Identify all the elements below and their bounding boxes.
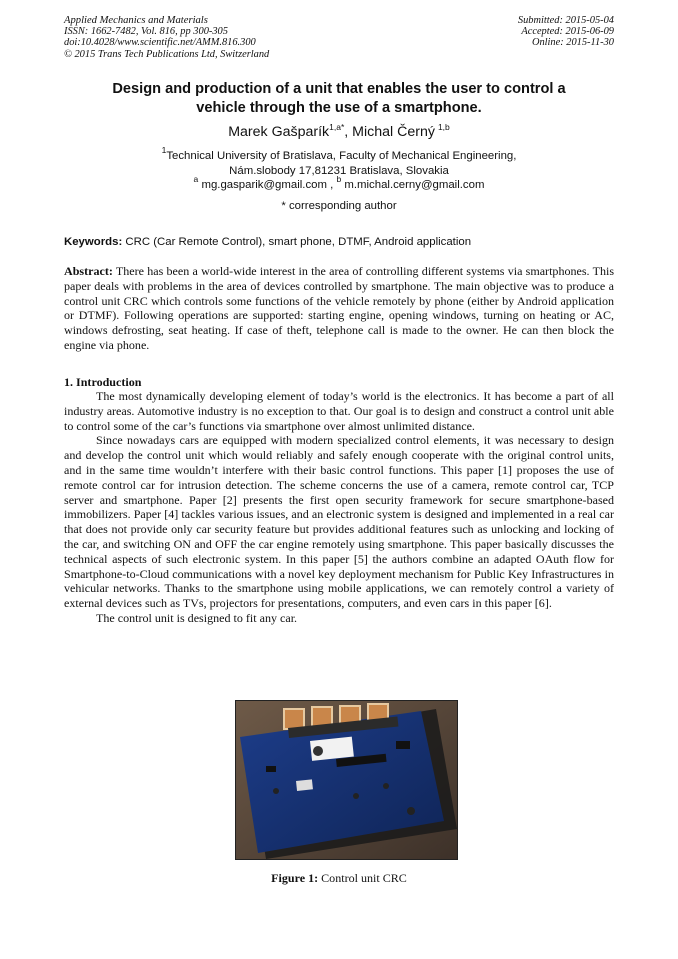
figure-1-caption <box>64 871 614 886</box>
accepted-date: Accepted: 2015-06-09 <box>521 26 614 38</box>
online-date: Online: 2015-11-30 <box>531 37 614 49</box>
intro-paragraph-2: Since nowadays cars are equipped with modern specialized control elements, it was necessary to design and develop the control unit which would reliably and safely enough cooperate with the original control units, and in the same time wouldn’t interfere with their basic control functions. This paper [1] proposes the use of remote control car for intrusion detection. The scheme concerns the use of a camera, remote control car, TCP server and smartphone. Paper [2] presents the first open security framework for secure smartphone-based immobilizers. Paper [4] tackles various issues, and an electronic system is designed and implemented in a real car that does not provide only car security feature but provides additional features such as unlocking and locking of the car, and switching ON and OFF the car engine remotely using smartphone. This paper basically discusses the technical aspects of such electronic system. In this paper [5] the authors combine an adapted OAuth flow for Smartphone-to-Cloud communications with a novel key deployment mechanism for Public Key Infrastructures in vehicular networks. Thanks to the smartphone using mobile applications, we can remotely control a variety of external devices such as TVs, projectors for presentations, computers, and even cars in this paper [6]. <box>64 433 614 611</box>
title-line-2: vehicle through the use of a smartphone. <box>196 99 482 116</box>
abstract-text: There has been a world-wide interest in the area of controlling different systems via smartphones. This paper deals with problems in the area of devices controlled by smartphone. The main objective was to produce a control unit CRC which controls some functions of the vehicle remotely by phone (either by Android application or DTMF). Following operations are supported: starting engine, opening windows, turning on heating or AC, windows defrosting, seat heating. If case of theft, telephone call is made to the owner. He can then block the engine via phone. <box>64 264 615 352</box>
journal-header <box>64 15 269 60</box>
control-unit-photo <box>236 701 457 859</box>
dates-header <box>518 15 614 49</box>
author-list <box>64 123 614 141</box>
keywords-text: CRC (Car Remote Control), smart phone, DTMF, Android application <box>125 236 472 248</box>
title-line-1: Design and production of a unit that enables the user to control a <box>112 81 566 97</box>
abstract-label: Abstract: <box>64 264 113 278</box>
keywords <box>64 235 614 250</box>
section-heading-introduction: 1. Introduction <box>64 375 142 389</box>
keywords-label: Keywords: <box>64 236 123 248</box>
affiliation-institution: Technical University of Bratislava, Faculty of Mechanical Engineering, <box>166 150 517 162</box>
doi-line: doi:10.4028/www.scientific.net/AMM.816.300 <box>64 37 256 49</box>
abstract <box>64 264 614 353</box>
figure-label: Figure 1: <box>271 871 319 885</box>
introduction-body <box>64 389 614 626</box>
affiliation-emails <box>64 174 614 193</box>
author-1-name: Marek Gašparík <box>228 124 330 140</box>
author-2-name: Michal Černý <box>352 124 435 140</box>
affiliation-sup: 1 <box>161 145 167 155</box>
figure-caption-text: Control unit CRC <box>321 871 407 885</box>
email-b[interactable]: m.michal.cerny@gmail.com <box>344 179 485 192</box>
author-2-sup: 1,b <box>437 122 450 132</box>
intro-paragraph-3: The control unit is designed to fit any car. <box>96 610 298 625</box>
affiliation-address: Nám.slobody 17,81231 Bratislava, Slovakia <box>229 164 449 177</box>
issn-line: ISSN: 1662-7482, Vol. 816, pp 300-305 <box>64 26 228 38</box>
intro-paragraph-1: The most dynamically developing element of today’s world is the electronics. It has become a part of all industry areas. Automotive industry is no exception to that. Our goal is to design and construct a control unit able to control some of the car’s functions via smartphone over almost unlimited distance. <box>64 389 614 433</box>
email-a[interactable]: mg.gasparik@gmail.com <box>201 179 327 192</box>
submitted-date: Submitted: 2015-05-04 <box>517 15 614 26</box>
email-a-sup: a <box>193 174 199 185</box>
copyright-line: © 2015 Trans Tech Publications Ltd, Switzerland <box>64 48 270 60</box>
email-b-sup: b <box>336 174 342 185</box>
affiliation-line-1 <box>64 145 614 164</box>
affiliation <box>64 145 614 193</box>
journal-name: Applied Mechanics and Materials <box>64 15 208 26</box>
author-1-sup: 1,a* <box>329 122 345 132</box>
author-separator: , <box>344 124 353 140</box>
email-separator: , <box>326 179 337 192</box>
figure-1-photo <box>235 700 458 860</box>
corresponding-author-note: * corresponding author <box>281 200 397 212</box>
paper-title <box>64 80 614 117</box>
